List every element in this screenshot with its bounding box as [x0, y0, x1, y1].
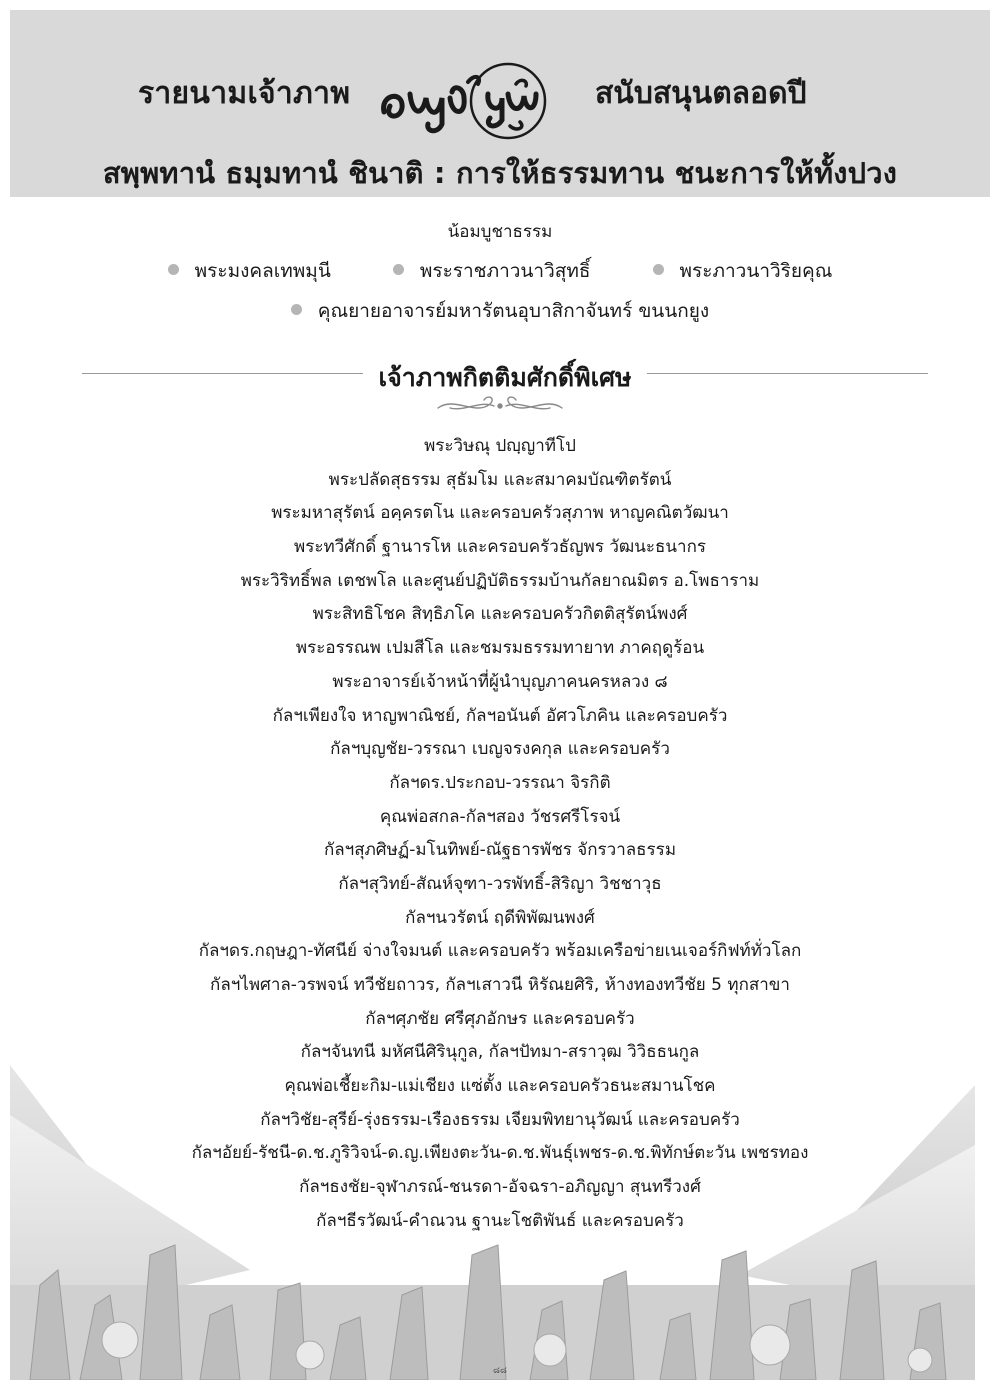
sponsor-item: พระอาจารย์เจ้าหน้าที่ผู้นำบุญภาคนครหลวง ๘ [332, 671, 668, 692]
header-band [10, 10, 990, 197]
honoree-item [393, 256, 591, 286]
header-title-left: รายนามเจ้าภาพ [138, 76, 351, 111]
page-number: ๘๘ [493, 1366, 507, 1376]
sponsor-item: กัลฯดร.ประกอบ-วรรณา จิรกิติ [389, 772, 611, 793]
bullet-icon [168, 264, 179, 275]
project-logo-art [370, 54, 580, 144]
bullet-icon [393, 264, 404, 275]
sponsor-item: พระมหาสุรัตน์ อคฺครตโน และครอบครัวสุภาพ หาญคณิตวัฒนา [271, 503, 729, 524]
project-logo [370, 54, 580, 144]
ornament-flourish-icon [430, 392, 570, 418]
header-title-row [10, 54, 990, 144]
sponsor-item: กัลฯดร.กฤษฎา-ทัศนีย์ จ่างใจมนต์ และครอบครัว พร้อมเครือข่ายเนเจอร์กิฟท์ทั่วโลก [198, 941, 802, 962]
sponsor-item: พระอรรณพ เปมสีโล และชมรมธรรมทายาท ภาคฤดูร้อน [295, 638, 705, 659]
honorees-row-1 [0, 256, 1000, 286]
honoree-name: คุณยายอาจารย์มหารัตนอุบาสิกาจันทร์ ขนนกยูง [317, 300, 710, 322]
sponsor-item: พระวิริทธิ์พล เตชพโล และศูนย์ปฏิบัติธรรมบ้านกัลยาณมิตร อ.โพธาราม [240, 570, 760, 591]
sponsor-item: กัลฯสุภศิษฏ์-มโนทิพย์-ณัฐธารพัชร จักรวาลธรรม [323, 840, 677, 861]
bullet-icon [653, 264, 664, 275]
sponsor-item: กัลฯวิชัย-สุรีย์-รุ่งธรรม-เรืองธรรม เจียมพิทยานุวัฒน์ และครอบครัว [260, 1109, 740, 1130]
sponsor-item: กัลฯอัยย์-รัชนี-ด.ช.ภูริวิจน์-ด.ญ.เพียงตะวัน-ด.ช.พันธุ์เพชร-ด.ช.พิทักษ์ตะวัน เพชรทอง [191, 1143, 809, 1164]
sponsor-item: พระทวีศักดิ์ ฐานารโห และครอบครัวธัญพร วัฒนะธนากร [294, 537, 706, 558]
crystal-mountain-illustration [10, 1055, 975, 1380]
sponsor-item: กัลฯไพศาล-วรพจน์ ทวีชัยถาวร, กัลฯเสาวนี หิรัณยศิริ, ห้างทองทวีชัย 5 ทุกสาขา [210, 975, 790, 995]
sponsor-item: กัลฯธงชัย-จุฬาภรณ์-ชนรดา-อัจฉรา-อภิญญา สุนทรีวงศ์ [299, 1177, 701, 1198]
sponsor-item: คุณพ่อสกล-กัลฯสอง วัชรศรีโรจน์ [379, 806, 621, 827]
sponsor-item: กัลฯบุญชัย-วรรณา เบญจรงคกุล และครอบครัว [330, 739, 670, 760]
honoree-item [168, 256, 331, 286]
header-title-right: สนับสนุนตลอดปี [595, 76, 807, 111]
sponsor-item: พระสิทธิโชค สิทฺธิภโค และครอบครัวกิตติสุรัตน์พงศ์ [312, 604, 688, 625]
honoree-item [291, 296, 709, 326]
header-motto: สพฺพทานํ ธมฺมทานํ ชินาติ : การให้ธรรมทาน ชนะการให้ทั้งปวง [102, 156, 898, 190]
sponsor-item: กัลฯศุภชัย ศรีศุภอักษร และครอบครัว [365, 1008, 635, 1029]
flourish-art [430, 392, 570, 418]
crystal-scene-art [10, 1055, 975, 1380]
offering-label: น้อมบูชาธรรม [447, 222, 553, 242]
bullet-icon [291, 304, 302, 315]
honoree-name: พระภาวนาวิริยคุณ [679, 260, 833, 282]
sponsor-item: กัลฯนวรัตน์ ฤดีพิพัฒนพงศ์ [405, 907, 595, 928]
sponsor-item: พระปลัดสุธรรม สุธัมโม และสมาคมบัณฑิตรัตน์ [328, 469, 672, 490]
sponsor-item: กัลฯเพียงใจ หาญพาณิชย์, กัลฯอนันต์ อัศวโภคิน และครอบครัว [272, 705, 728, 726]
sponsor-item: กัลฯธีรวัฒน์-คำณวน ฐานะโชติพันธ์ และครอบครัว [316, 1210, 684, 1231]
sponsor-item: พระวิษณุ ปญฺญาทีโป [424, 436, 576, 456]
honoree-name: พระราชภาวนาวิสุทธิ์ [419, 260, 591, 282]
honoree-name: พระมงคลเทพมุนี [194, 260, 331, 282]
section-title: เจ้าภาพกิตติมศักดิ์พิเศษ [82, 358, 928, 398]
sponsor-item: กัลฯสุวิทย์-สัณห์จุฑา-วรพัทธิ์-สิริญา วิชชาวุธ [338, 873, 662, 894]
sponsor-item: คุณพ่อเชี้ยะกิม-แม่เชียง แซ่ตั้ง และครอบครัวธนะสมานโชค [284, 1076, 716, 1097]
honoree-item [653, 256, 833, 286]
honorees-row-2 [0, 296, 1000, 326]
sponsor-item: กัลฯจันทนี มหัศนีศิรินุกูล, กัลฯปัทมา-สราวุฒ วิวิธธนกูล [300, 1042, 700, 1063]
